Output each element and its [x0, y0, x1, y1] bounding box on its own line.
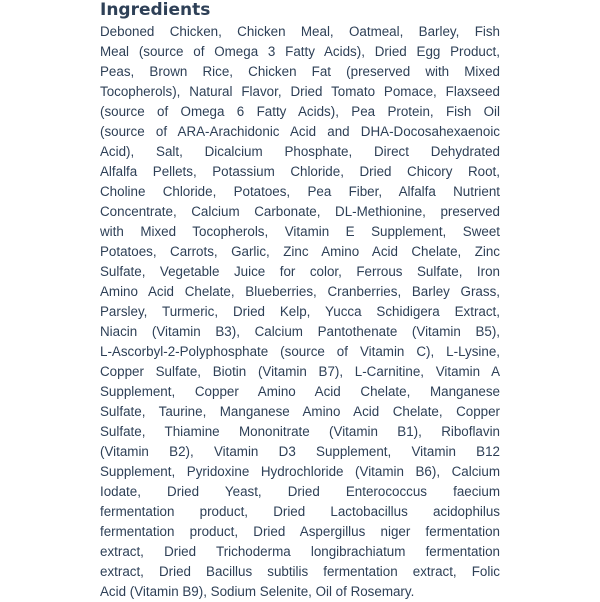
ingredients-list: [100, 22, 500, 602]
ingredients-line: Meal (source of Omega 3 Fatty Acids), Dried Egg Product,: [100, 44, 500, 59]
ingredients-line: with Mixed Tocopherols, Vitamin E Supplement, Sweet: [100, 224, 500, 239]
ingredients-line: Acid), Salt, Dicalcium Phosphate, Direct Dehydrated: [100, 144, 500, 159]
ingredients-line: (source of Omega 6 Fatty Acids), Pea Protein, Fish Oil: [100, 104, 500, 119]
ingredients-line: L-Ascorbyl-2-Polyphosphate (source of Vitamin C), L-Lysine,: [100, 344, 500, 359]
ingredients-line: fermentation product, Dried Aspergillus niger fermentation: [100, 524, 500, 539]
ingredients-panel: [100, 0, 500, 600]
ingredients-line: Parsley, Turmeric, Dried Kelp, Yucca Schidigera Extract,: [100, 304, 500, 319]
ingredients-line: extract, Dried Bacillus subtilis fermentation extract, Folic: [100, 564, 500, 579]
ingredients-line: Supplement, Pyridoxine Hydrochloride (Vitamin B6), Calcium: [100, 464, 500, 479]
ingredients-line: Choline Chloride, Potatoes, Pea Fiber, Alfalfa Nutrient: [100, 184, 500, 199]
ingredients-line: Supplement, Copper Amino Acid Chelate, Manganese: [100, 384, 500, 399]
ingredients-line: Sulfate, Taurine, Manganese Amino Acid Chelate, Copper: [100, 404, 500, 419]
ingredients-line: (Vitamin B2), Vitamin D3 Supplement, Vitamin B12: [100, 444, 500, 459]
ingredients-line: Sulfate, Vegetable Juice for color, Ferrous Sulfate, Iron: [100, 264, 500, 279]
ingredients-line: Potatoes, Carrots, Garlic, Zinc Amino Acid Chelate, Zinc: [100, 244, 500, 259]
ingredients-line: extract, Dried Trichoderma longibrachiatum fermentation: [100, 544, 500, 559]
ingredients-line: Deboned Chicken, Chicken Meal, Oatmeal, Barley, Fish: [100, 24, 500, 39]
ingredients-line: Sulfate, Thiamine Mononitrate (Vitamin B1), Riboflavin: [100, 424, 500, 439]
ingredients-line: Acid (Vitamin B9), Sodium Selenite, Oil of Rosemary.: [100, 584, 415, 599]
ingredients-line: Concentrate, Calcium Carbonate, DL-Methionine, preserved: [100, 204, 500, 219]
ingredients-line: Peas, Brown Rice, Chicken Fat (preserved with Mixed: [100, 64, 500, 79]
ingredients-line: Amino Acid Chelate, Blueberries, Cranberries, Barley Grass,: [100, 284, 500, 299]
ingredients-heading: Ingredients: [100, 0, 211, 20]
ingredients-line: (source of ARA-Arachidonic Acid and DHA-Docosahexaenoic: [100, 124, 500, 139]
ingredients-line: Iodate, Dried Yeast, Dried Enterococcus faecium: [100, 484, 500, 499]
ingredients-line: Niacin (Vitamin B3), Calcium Pantothenate (Vitamin B5),: [100, 324, 500, 339]
ingredients-line: Alfalfa Pellets, Potassium Chloride, Dried Chicory Root,: [100, 164, 500, 179]
ingredients-line: Tocopherols), Natural Flavor, Dried Tomato Pomace, Flaxseed: [100, 84, 500, 99]
ingredients-line: Copper Sulfate, Biotin (Vitamin B7), L-Carnitine, Vitamin A: [100, 364, 500, 379]
ingredients-line: fermentation product, Dried Lactobacillus acidophilus: [100, 504, 500, 519]
